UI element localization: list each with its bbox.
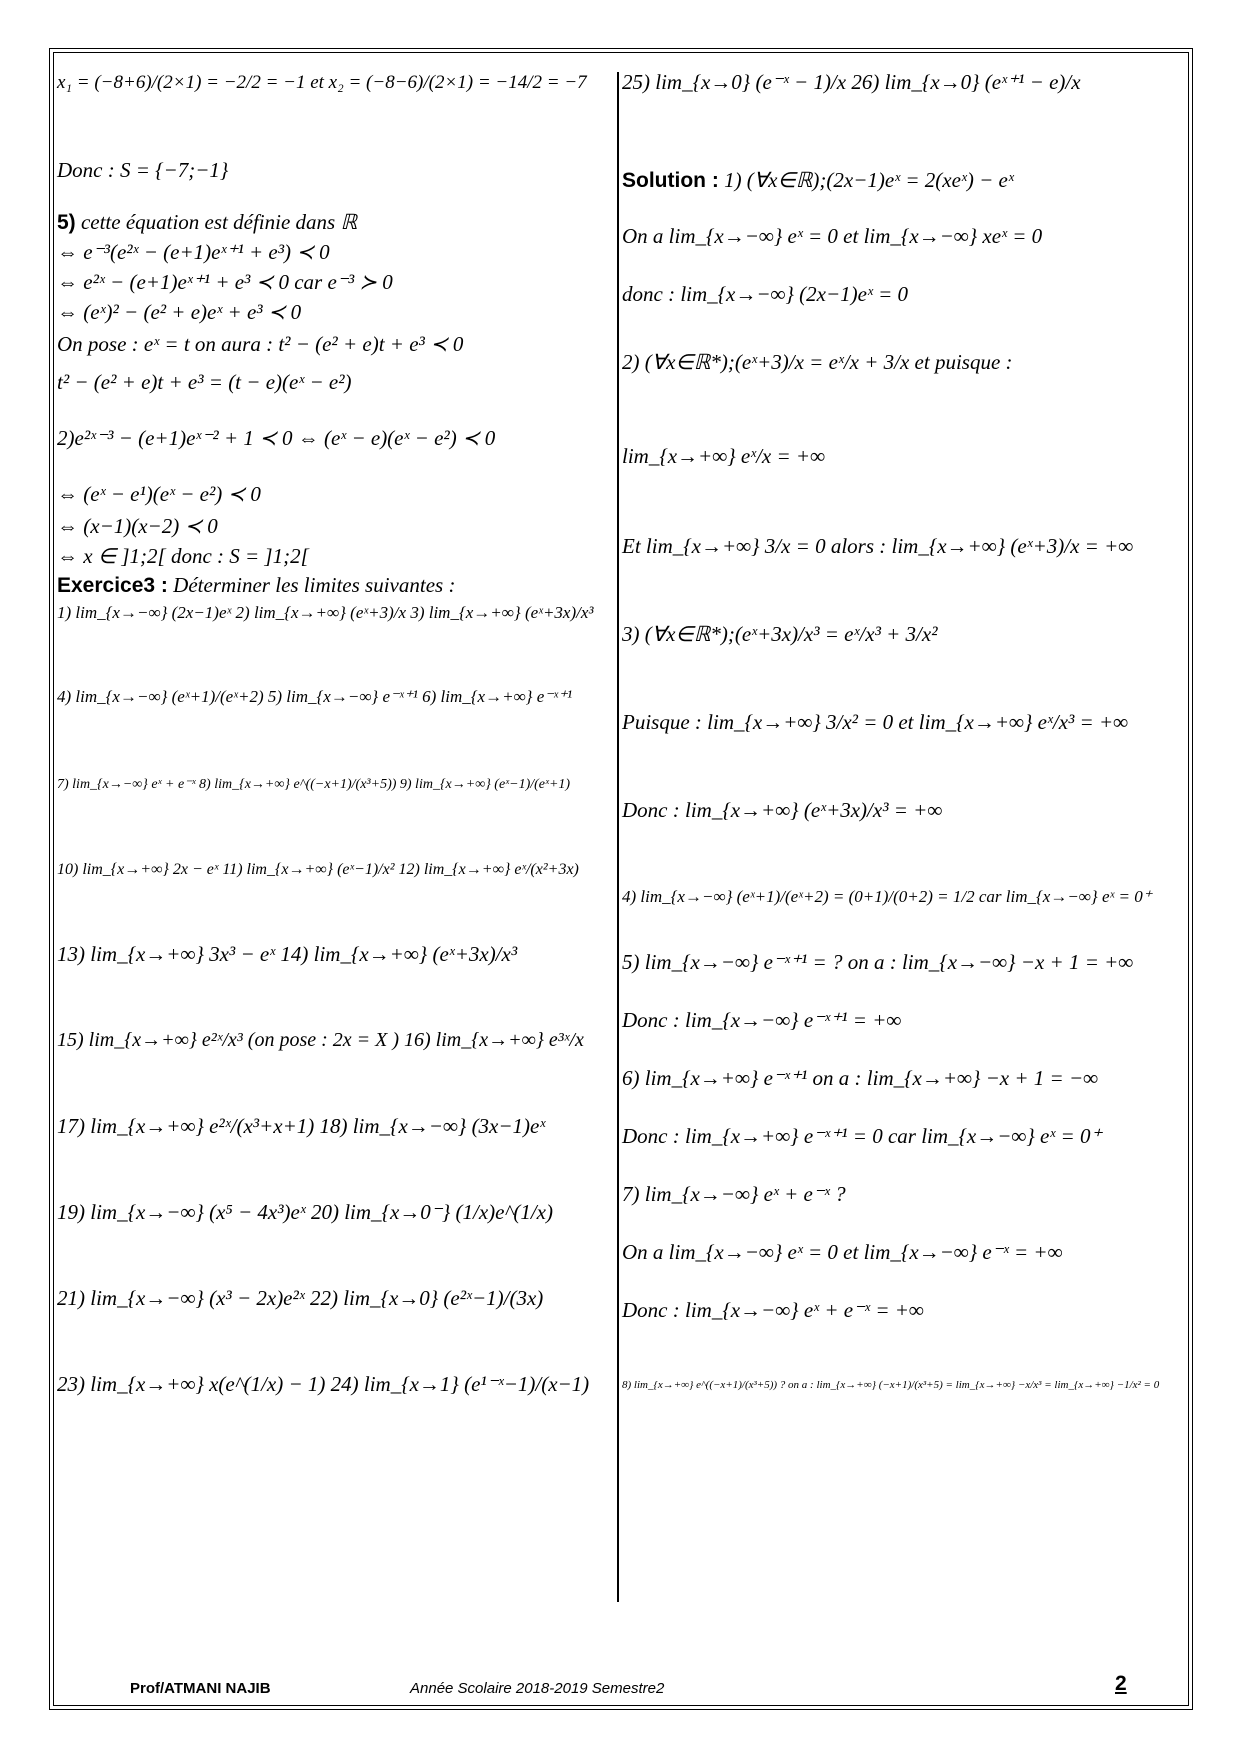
right-column-text: 3) (∀x∈ℝ*);(eˣ+3x)/x³ = eˣ/x³ + 3/x² [622, 622, 938, 646]
left-column-text: On pose : eˣ = t on aura : t² − (e² + e)t + e³ ≺ 0 [57, 332, 464, 356]
right-column-heading: Solution : [622, 169, 719, 192]
left-column-text: Donc : S = {−7;−1} [57, 158, 229, 182]
left-column-text: Déterminer les limites suivantes : [167, 573, 456, 597]
left-column-line [57, 770, 570, 794]
left-column-line [57, 514, 218, 539]
right-column-line [622, 444, 825, 469]
right-column-line [622, 350, 1013, 375]
right-column-text: 1) (∀x∈ℝ);(2x−1)eˣ = 2(xeˣ) − eˣ [718, 168, 1014, 192]
left-column-line [57, 270, 393, 295]
left-column-line [57, 482, 261, 507]
left-column-text: ⇔ (eˣ − e¹)(eˣ − e²) ≺ 0 [57, 482, 261, 506]
right-column-line [622, 798, 942, 823]
right-column-text: Et lim_{x→+∞} 3/x = 0 alors : lim_{x→+∞} (eˣ+3)/x = +∞ [622, 534, 1134, 558]
right-column-text: 5) lim_{x→−∞} e⁻ˣ⁺¹ = ? on a : lim_{x→−∞} −x + 1 = +∞ [622, 950, 1134, 974]
left-column-line [57, 158, 228, 183]
right-column-text: donc : lim_{x→−∞} (2x−1)eˣ = 0 [622, 282, 909, 306]
left-column-line [57, 300, 301, 325]
right-column-line [622, 1240, 1063, 1265]
left-column-text: 19) lim_{x→−∞} (x⁵ − 4x³)eˣ 20) lim_{x→0⁻} (1/x)e^(1/x) [57, 1200, 553, 1224]
left-column-text: ⇔ (eˣ)² − (e² + e)eˣ + e³ ≺ 0 [57, 300, 302, 324]
left-column-text: x₁ = (−8+6)/(2×1) = −2/2 = −1 et x₂ = (−8−6)/(2×1) = −14/2 = −7 [57, 72, 587, 93]
left-column-text: 21) lim_{x→−∞} (x³ − 2x)e²ˣ 22) lim_{x→0} (e²ˣ−1)/(3x) [57, 1286, 544, 1310]
right-column-text: lim_{x→+∞} eˣ/x = +∞ [622, 444, 826, 468]
left-column-text: 1) lim_{x→−∞} (2x−1)eˣ 2) lim_{x→+∞} (eˣ+3)/x 3) lim_{x→+∞} (eˣ+3x)/x³ [57, 603, 594, 622]
left-column-text: t² − (e² + e)t + e³ = (t − e)(eˣ − e²) [57, 370, 352, 394]
right-column-text: 4) lim_{x→−∞} (eˣ+1)/(eˣ+2) = (0+1)/(0+2) = 1/2 car lim_{x→−∞} eˣ = 0⁺ [622, 887, 1152, 906]
left-column-heading: Exercice3 : [57, 574, 168, 597]
left-column-text: 2)e²ˣ⁻³ − (e+1)eˣ⁻² + 1 ≺ 0 ⇔ (eˣ − e)(eˣ − e²) ≺ 0 [57, 426, 496, 450]
right-column-line [622, 224, 1042, 249]
right-column-text: Donc : lim_{x→−∞} e⁻ˣ⁺¹ = +∞ [622, 1008, 902, 1032]
right-column-line [622, 70, 1081, 95]
left-column-text: 10) lim_{x→+∞} 2x − eˣ 11) lim_{x→+∞} (eˣ−1)/x² 12) lim_{x→+∞} eˣ/(x²+3x) [57, 861, 579, 878]
left-column-line [57, 332, 463, 357]
right-column-line [622, 1008, 901, 1033]
left-column-text: ⇔ e⁻³(e²ˣ − (e+1)eˣ⁺¹ + e³) ≺ 0 [57, 240, 330, 264]
left-column-line [57, 1028, 584, 1052]
right-column-line [622, 884, 1152, 908]
left-column-text: 15) lim_{x→+∞} e²ˣ/x³ (on pose : 2x = X ) 16) lim_{x→+∞} e³ˣ/x [57, 1029, 584, 1051]
left-column-line [57, 370, 352, 395]
right-column-text: On a lim_{x→−∞} eˣ = 0 et lim_{x→−∞} xeˣ = 0 [622, 224, 1043, 248]
right-column-text: 8) lim_{x→+∞} e^((−x+1)/(x³+5)) ? on a : lim_{x→+∞} (−x+1)/(x³+5) = lim_{x→+∞} −x/x³ = lim_{x→+∞} −1/x² = 0 [622, 1379, 1160, 1391]
footer-school-year: Année Scolaire 2018-2019 Semestre2 [410, 1680, 665, 1697]
right-column-text: 25) lim_{x→0} (e⁻ˣ − 1)/x 26) lim_{x→0} (eˣ⁺¹ − e)/x [622, 70, 1081, 94]
left-column-line [57, 942, 517, 967]
right-column-text: Donc : lim_{x→+∞} (eˣ+3x)/x³ = +∞ [622, 798, 943, 822]
left-column-text: ⇔ e²ˣ − (e+1)eˣ⁺¹ + e³ ≺ 0 car e⁻³ ≻ 0 [57, 270, 393, 294]
left-column-line [57, 1372, 589, 1397]
left-column-text: ⇔ (x−1)(x−2) ≺ 0 [57, 514, 218, 538]
left-column-text: 17) lim_{x→+∞} e²ˣ/(x³+x+1) 18) lim_{x→−∞} (3x−1)eˣ [57, 1114, 546, 1138]
right-column-line [622, 1124, 1102, 1149]
left-column-line [57, 240, 330, 265]
right-column-text: On a lim_{x→−∞} eˣ = 0 et lim_{x→−∞} e⁻ˣ = +∞ [622, 1240, 1063, 1264]
left-column-text: 7) lim_{x→−∞} eˣ + e⁻ˣ 8) lim_{x→+∞} e^((−x+1)/(x³+5)) 9) lim_{x→+∞} (eˣ−1)/(eˣ+1) [57, 777, 571, 792]
right-column-text: Donc : lim_{x→−∞} eˣ + e⁻ˣ = +∞ [622, 1298, 924, 1322]
right-column-line [622, 1370, 1159, 1394]
left-column-line [57, 1114, 545, 1139]
right-column-line [622, 622, 938, 647]
left-column-line [57, 573, 455, 598]
left-column-line [57, 210, 357, 235]
right-column-line [622, 534, 1133, 559]
column-divider [617, 72, 619, 1602]
right-column-line [622, 1182, 846, 1207]
left-column-heading: 5) [57, 211, 76, 234]
right-column-line [622, 1066, 1098, 1091]
left-column-text: cette équation est définie dans ℝ [75, 210, 358, 234]
left-column-line [57, 426, 495, 451]
left-column-line [57, 70, 587, 94]
right-column-line [622, 168, 1014, 193]
right-column-line [622, 282, 908, 307]
footer-author: Prof/ATMANI NAJIB [130, 1680, 271, 1697]
right-column-text: 6) lim_{x→+∞} e⁻ˣ⁺¹ on a : lim_{x→+∞} −x + 1 = −∞ [622, 1066, 1099, 1090]
left-column-line [57, 684, 572, 708]
left-column-text: ⇔ x ∈ ]1;2[ donc : S = ]1;2[ [57, 544, 309, 568]
right-column-text: 7) lim_{x→−∞} eˣ + e⁻ˣ ? [622, 1182, 846, 1206]
left-column-line [57, 1200, 553, 1225]
left-column-text: 13) lim_{x→+∞} 3x³ − eˣ 14) lim_{x→+∞} (eˣ+3x)/x³ [57, 942, 518, 966]
left-column-line [57, 544, 309, 569]
right-column-line [622, 950, 1133, 975]
right-column-line [622, 710, 1128, 735]
page-number: 2 [1115, 1672, 1127, 1695]
left-column-line [57, 1286, 543, 1311]
right-column-text: Donc : lim_{x→+∞} e⁻ˣ⁺¹ = 0 car lim_{x→−∞} eˣ = 0⁺ [622, 1124, 1102, 1148]
left-column-text: 23) lim_{x→+∞} x(e^(1/x) − 1) 24) lim_{x→1} (e¹⁻ˣ−1)/(x−1) [57, 1372, 590, 1396]
left-column-line [57, 856, 579, 880]
left-column-text: 4) lim_{x→−∞} (eˣ+1)/(eˣ+2) 5) lim_{x→−∞} e⁻ˣ⁺¹ 6) lim_{x→+∞} e⁻ˣ⁺¹ [57, 687, 573, 706]
right-column-line [622, 1298, 924, 1323]
right-column-text: 2) (∀x∈ℝ*);(eˣ+3)/x = eˣ/x + 3/x et puisque : [622, 350, 1013, 374]
left-column-line [57, 600, 594, 624]
right-column-text: Puisque : lim_{x→+∞} 3/x² = 0 et lim_{x→+∞} eˣ/x³ = +∞ [622, 710, 1129, 734]
